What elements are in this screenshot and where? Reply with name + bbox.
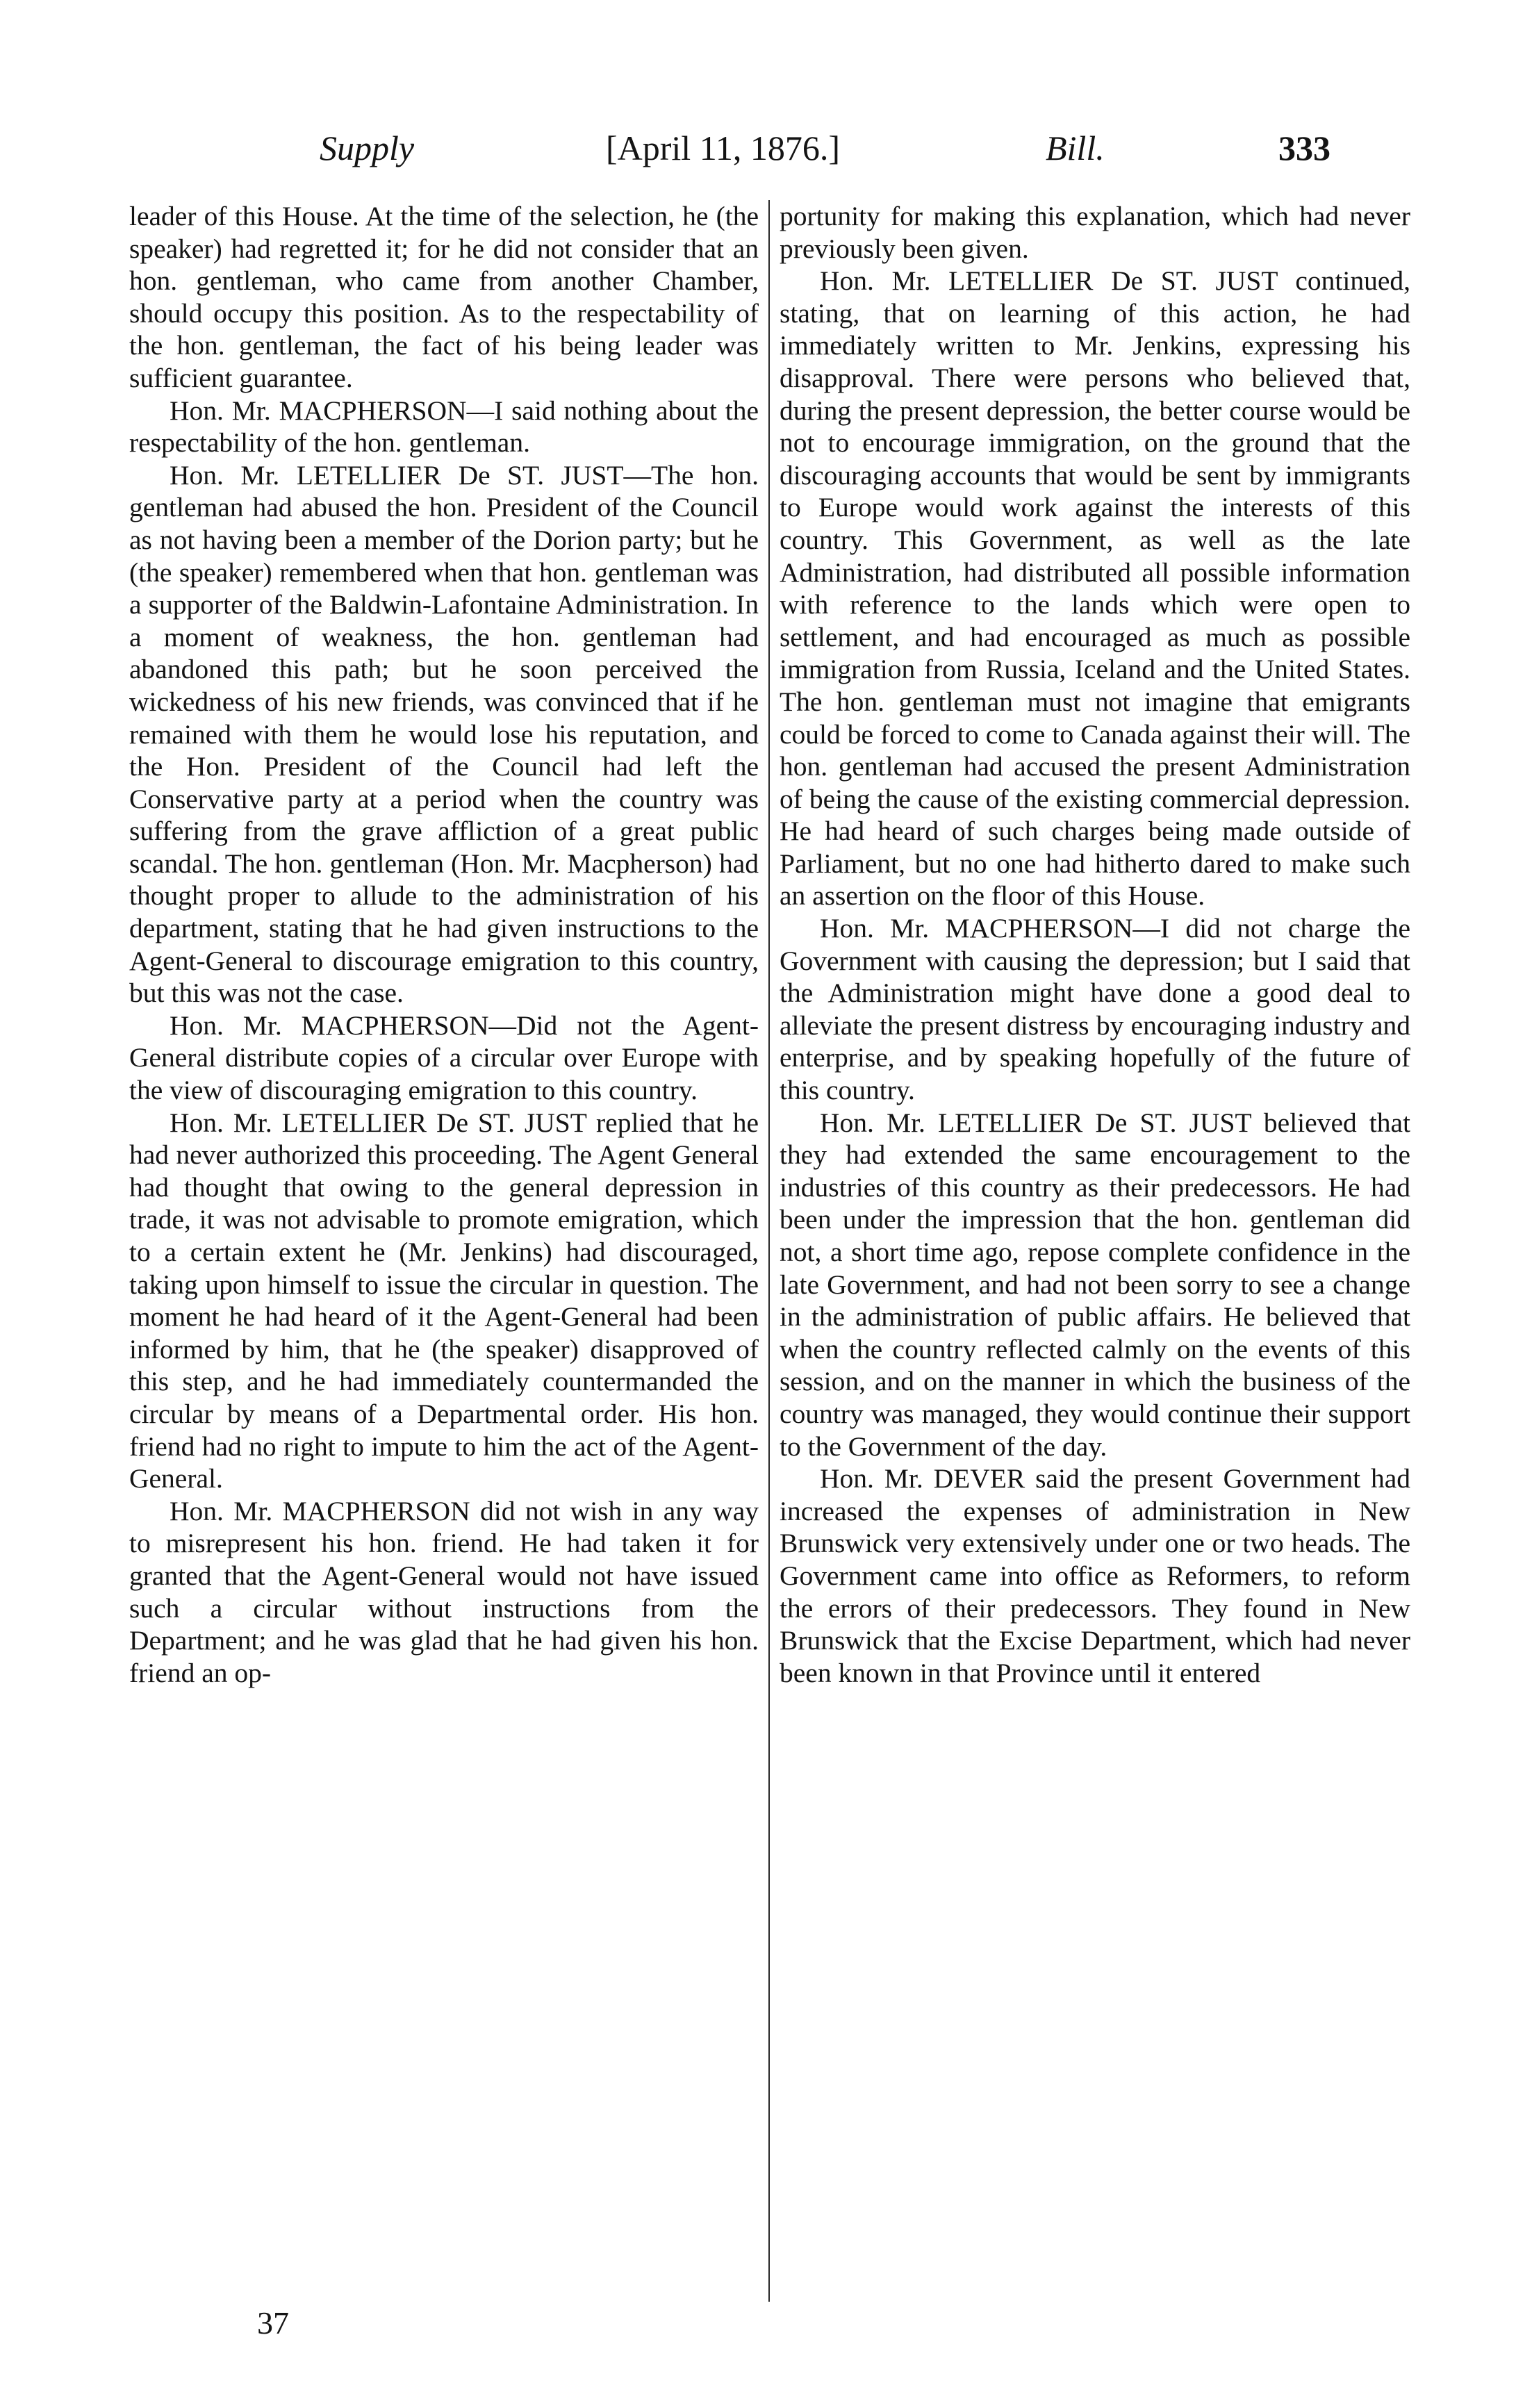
paragraph: Hon. Mr. MACPHERSON—Did not the Agent-General distribute copies of a circular over Europe with the view of discouraging emigration to this country. [129, 1009, 759, 1106]
signature-mark: 37 [257, 2305, 289, 2341]
running-header [306, 117, 1438, 179]
page-number: 333 [1278, 129, 1330, 167]
paragraph: Hon. Mr. LETELLIER De ST. JUST replied that he had never authorized this proceeding. The Agent General had thought that owing to the general depression in trade, it was not advisable to promote emigration, which to a certain extent he (Mr. Jenkins) had discouraged, taking upon himself to issue the circular in question. The moment he had heard of it the Agent-General had been informed by him, that he (the speaker) disapproved of this step, and he had immediately countermanded the circular by means of a Departmental order. His hon. friend had no right to impute to him the act of the Agent-General. [129, 1107, 759, 1494]
paragraph: Hon. Mr. MACPHERSON did not wish in any way to misrepresent his hon. friend. He had taken it for granted that the Agent-General would not have issued such a circular without instructions from the Department; and he was glad that he had given his hon. friend an op- [129, 1495, 759, 1688]
header-date: [April 11, 1876.] [606, 129, 840, 167]
column-divider [768, 200, 770, 2302]
paragraph: Hon. Mr. LETELLIER De ST. JUST continued, stating, that on learning of this action, he had immediately written to Mr. Jenkins, expressing his disapproval. There were persons who believed that, during the present depression, the better course would be not to encourage immigration, on the ground that the discouraging accounts that would be sent by immigrants to Europe would work against the interests of this country. This Government, as well as the late Administration, had distributed all possible information with reference to the lands which were open to settlement, and had encouraged as much as possible immigration from Russia, Iceland and the United States. The hon. gentleman must not imagine that emigrants could be forced to come to Canada against their will. The hon. gentleman had accused the present Administration of being the cause of the existing commercial depression. He had heard of such charges being made outside of Parliament, but no one had hitherto dared to make such an assertion on the floor of this House. [780, 265, 1410, 912]
paragraph: portunity for making this explanation, which had never previously been given. [780, 201, 1410, 264]
paragraph: leader of this House. At the time of the selection, he (the speaker) had regretted it; for he did not consider that an hon. gentleman, who came from another Chamber, should occupy this position. As to the respectability of the hon. gentleman, the fact of his being leader was sufficient guarantee. [129, 201, 759, 393]
header-right-title: Bill. [1046, 129, 1105, 167]
header-left-title: Supply [320, 129, 415, 167]
paragraph: Hon. Mr. LETELLIER De ST. JUST—The hon. gentleman had abused the hon. President of the Council as not having been a member of the Dorion party; but he (the speaker) remembered when that hon. gentleman was a supporter of the Baldwin-Lafontaine Administration. In a moment of weakness, the hon. gentleman had abandoned this path; but he soon perceived the wickedness of his new friends, was convinced that if he remained with them he would lose his reputation, and the Hon. President of the Council had left the Conservative party at a period when the country was suffering from the grave affliction of a great public scandal. The hon. gentleman (Hon. Mr. Macpherson) had thought proper to allude to the administration of his department, stating that he had given instructions to the Agent-General to discourage emigration to this country, but this was not the case. [129, 459, 759, 1009]
paragraph: Hon. Mr. DEVER said the present Government had increased the expenses of administration in New Brunswick very extensively under one or two heads. The Government came into office as Reformers, to reform the errors of their predecessors. They found in New Brunswick that the Excise Department, which had never been known in that Province until it entered [780, 1463, 1410, 1688]
left-column [129, 200, 759, 1689]
right-column [780, 200, 1410, 1689]
paragraph: Hon. Mr. LETELLIER De ST. JUST believed that they had extended the same encouragement to the industries of this country as their predecessors. He had been under the impression that the hon. gentleman did not, a short time ago, repose complete confidence in the late Government, and had not been sorry to see a change in the administration of public affairs. He believed that when the country reflected calmly on the events of this session, and on the manner in which the business of the country was managed, they would continue their support to the Government of the day. [780, 1107, 1410, 1462]
paragraph: Hon. Mr. MACPHERSON—I did not charge the Government with causing the depression; but I said that the Administration might have done a good deal to alleviate the present distress by encouraging industry and enterprise, and by speaking hopefully of the future of this country. [780, 913, 1410, 1106]
paragraph: Hon. Mr. MACPHERSON—I said nothing about the respectability of the hon. gentleman. [129, 395, 759, 459]
